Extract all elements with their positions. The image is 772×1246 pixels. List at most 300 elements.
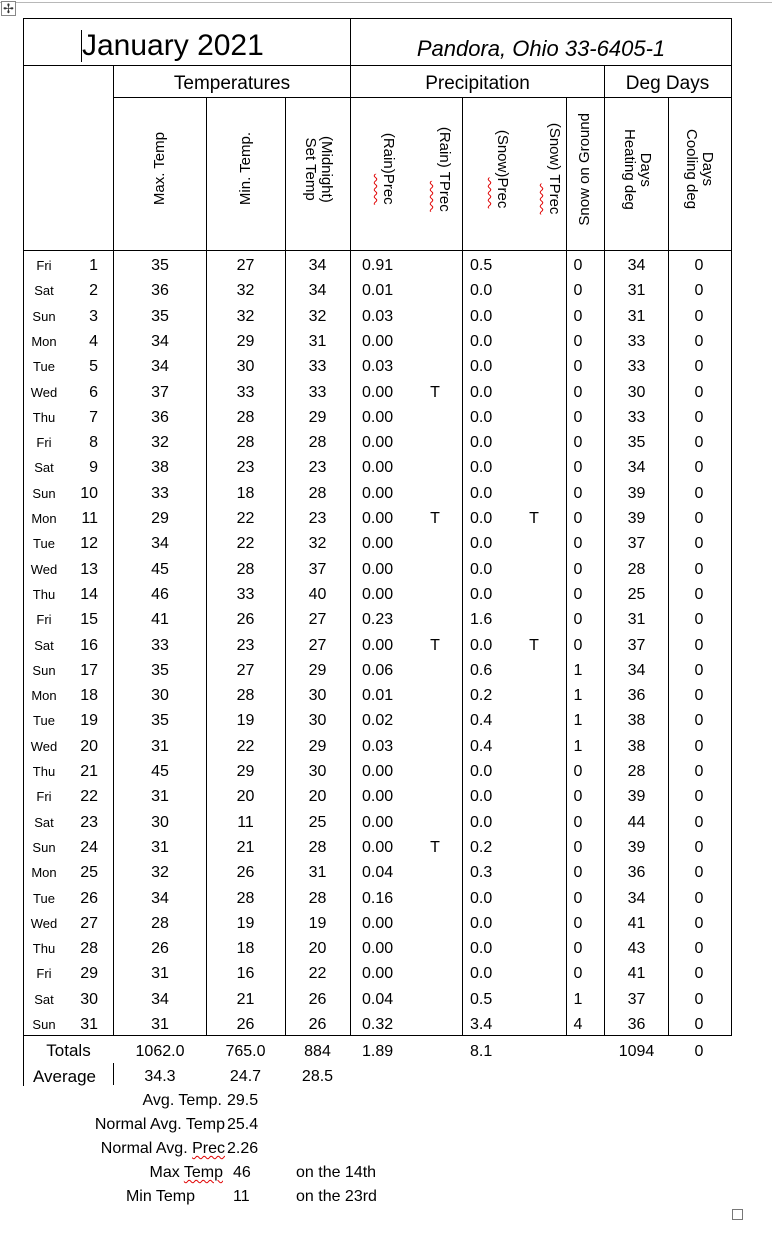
row-snow-on-ground: 0 bbox=[573, 434, 583, 452]
row-heating-deg-days: 41 bbox=[627, 965, 646, 983]
row-day: 18 bbox=[80, 687, 98, 705]
row-min-temp: 28 bbox=[236, 408, 255, 426]
row-cooling-deg-days: 0 bbox=[694, 687, 704, 705]
row-set-temp: 31 bbox=[308, 864, 327, 882]
row-prec-rain-t: T bbox=[430, 838, 440, 856]
row-min-temp: 32 bbox=[236, 307, 255, 325]
row-min-temp: 19 bbox=[236, 914, 255, 932]
row-min-temp: 30 bbox=[236, 358, 255, 376]
min-temp-value: 11 bbox=[233, 1188, 250, 1205]
row-set-temp: 40 bbox=[308, 585, 327, 603]
average-set: 28.5 bbox=[301, 1068, 334, 1085]
row-heating-deg-days: 34 bbox=[627, 889, 646, 907]
row-max-temp: 31 bbox=[151, 838, 169, 856]
row-heating-deg-days: 31 bbox=[627, 282, 646, 300]
row-weekday: Sun bbox=[32, 839, 56, 855]
normal-avg-prec-value: 2.26 bbox=[227, 1140, 259, 1157]
row-day: 17 bbox=[80, 661, 98, 679]
row-day: 21 bbox=[80, 763, 98, 780]
row-prec-snow: 0.6 bbox=[470, 661, 493, 679]
row-set-temp: 19 bbox=[308, 914, 327, 932]
row-snow-on-ground: 0 bbox=[573, 813, 583, 831]
row-min-temp: 11 bbox=[237, 813, 254, 831]
row-prec-rain: 0.01 bbox=[362, 282, 394, 300]
row-prec-rain: 0.00 bbox=[362, 763, 394, 780]
col-prec-snow-t: Prec(Snow) T bbox=[546, 123, 563, 215]
row-set-temp: 20 bbox=[308, 940, 327, 958]
row-min-temp: 33 bbox=[236, 585, 255, 603]
col-cooling-deg-days: Cooling deg Days bbox=[683, 128, 716, 210]
group-temperatures: Temperatures bbox=[173, 73, 291, 94]
row-weekday: Mon bbox=[31, 333, 57, 349]
row-weekday: Sat bbox=[34, 460, 54, 476]
row-prec-snow: 0.0 bbox=[470, 788, 493, 806]
row-min-temp: 21 bbox=[236, 990, 255, 1008]
avg-temp-value: 29.5 bbox=[227, 1092, 259, 1109]
row-min-temp: 20 bbox=[236, 788, 255, 806]
row-snow-on-ground: 0 bbox=[573, 788, 583, 806]
row-set-temp: 29 bbox=[308, 737, 327, 755]
row-weekday: Wed bbox=[30, 738, 58, 754]
row-day: 2 bbox=[89, 282, 98, 300]
row-set-temp: 28 bbox=[308, 889, 327, 907]
row-max-temp: 35 bbox=[151, 661, 169, 679]
row-weekday: Thu bbox=[32, 941, 56, 957]
row-day: 29 bbox=[80, 965, 98, 983]
row-day: 14 bbox=[80, 585, 98, 603]
row-set-temp: 32 bbox=[308, 307, 327, 325]
col-min-temp: Min. Temp. bbox=[236, 132, 254, 206]
row-set-temp: 28 bbox=[308, 484, 327, 502]
grid-line bbox=[731, 18, 732, 1036]
row-prec-rain: 0.04 bbox=[362, 864, 394, 882]
row-prec-snow: 3.4 bbox=[470, 1016, 493, 1033]
row-set-temp: 20 bbox=[308, 788, 327, 806]
row-set-temp: 26 bbox=[308, 990, 327, 1008]
row-prec-rain: 0.03 bbox=[362, 737, 394, 755]
average-max: 34.3 bbox=[144, 1068, 176, 1085]
totals-set: 884 bbox=[304, 1043, 331, 1060]
row-day: 25 bbox=[80, 864, 98, 882]
row-max-temp: 46 bbox=[151, 585, 169, 603]
row-heating-deg-days: 33 bbox=[627, 332, 646, 350]
row-min-temp: 33 bbox=[236, 383, 255, 401]
row-day: 11 bbox=[81, 510, 98, 527]
totals-rain: 1.89 bbox=[362, 1043, 394, 1060]
row-day: 15 bbox=[80, 611, 98, 629]
row-min-temp: 22 bbox=[236, 535, 255, 553]
average-min: 24.7 bbox=[229, 1068, 262, 1085]
average-label: Average bbox=[33, 1067, 97, 1086]
page-top-border bbox=[0, 2, 772, 3]
row-snow-on-ground: 0 bbox=[573, 484, 583, 502]
row-prec-snow: 0.4 bbox=[470, 712, 493, 730]
row-heating-deg-days: 34 bbox=[627, 257, 646, 274]
row-prec-rain: 0.32 bbox=[362, 1016, 394, 1033]
row-cooling-deg-days: 0 bbox=[694, 864, 704, 882]
row-max-temp: 36 bbox=[151, 282, 169, 300]
row-cooling-deg-days: 0 bbox=[694, 940, 704, 958]
row-weekday: Sat bbox=[34, 991, 54, 1007]
row-snow-on-ground: 0 bbox=[573, 889, 583, 907]
row-snow-on-ground: 0 bbox=[573, 282, 583, 300]
row-prec-snow: 0.0 bbox=[470, 535, 493, 553]
row-heating-deg-days: 33 bbox=[627, 408, 646, 426]
row-set-temp: 23 bbox=[308, 459, 327, 477]
totals-max: 1062.0 bbox=[135, 1043, 185, 1060]
row-heating-deg-days: 33 bbox=[627, 358, 646, 376]
row-snow-on-ground: 0 bbox=[573, 535, 583, 553]
row-weekday: Thu bbox=[32, 586, 56, 602]
row-max-temp: 30 bbox=[151, 813, 169, 831]
row-heating-deg-days: 28 bbox=[627, 560, 646, 578]
row-cooling-deg-days: 0 bbox=[694, 434, 704, 452]
row-heating-deg-days: 30 bbox=[627, 383, 646, 401]
row-max-temp: 34 bbox=[151, 332, 169, 350]
grid-line bbox=[462, 97, 463, 1036]
row-set-temp: 27 bbox=[308, 636, 327, 654]
row-cooling-deg-days: 0 bbox=[694, 737, 704, 755]
row-min-temp: 29 bbox=[236, 763, 255, 780]
row-prec-rain: 0.00 bbox=[362, 408, 394, 426]
row-snow-on-ground: 0 bbox=[573, 510, 583, 527]
row-snow-on-ground: 1 bbox=[573, 687, 583, 705]
row-set-temp: 26 bbox=[308, 1016, 327, 1033]
row-snow-on-ground: 0 bbox=[573, 459, 583, 477]
avg-temp-label: Avg. Temp. bbox=[142, 1092, 222, 1109]
normal-avg-prec-label: Normal Avg. Prec bbox=[100, 1140, 225, 1157]
row-set-temp: 25 bbox=[308, 813, 327, 831]
min-temp-date: on the 23rd bbox=[296, 1188, 377, 1205]
row-max-temp: 31 bbox=[151, 788, 169, 806]
row-prec-rain: 0.00 bbox=[362, 383, 394, 401]
row-prec-rain: 0.00 bbox=[362, 914, 394, 932]
row-prec-rain: 0.04 bbox=[362, 990, 394, 1008]
normal-avg-temp-label: Normal Avg. Temp bbox=[94, 1116, 225, 1133]
row-heating-deg-days: 34 bbox=[627, 661, 646, 679]
row-max-temp: 29 bbox=[151, 510, 169, 527]
row-set-temp: 30 bbox=[308, 712, 327, 730]
row-heating-deg-days: 43 bbox=[627, 940, 646, 958]
row-day: 12 bbox=[80, 535, 98, 553]
row-cooling-deg-days: 0 bbox=[694, 889, 704, 907]
row-weekday: Sat bbox=[34, 814, 54, 830]
row-prec-snow: 0.0 bbox=[470, 307, 493, 325]
row-weekday: Sun bbox=[32, 485, 56, 501]
row-snow-on-ground: 0 bbox=[573, 838, 583, 856]
row-snow-on-ground: 1 bbox=[573, 990, 583, 1008]
row-prec-snow: 0.3 bbox=[470, 864, 493, 882]
row-prec-rain: 0.00 bbox=[362, 535, 394, 553]
row-prec-snow: 0.0 bbox=[470, 383, 493, 401]
row-weekday: Tue bbox=[33, 359, 55, 375]
row-max-temp: 34 bbox=[151, 889, 169, 907]
row-day: 4 bbox=[89, 332, 98, 350]
row-cooling-deg-days: 0 bbox=[694, 560, 704, 578]
row-min-temp: 22 bbox=[236, 510, 255, 527]
row-min-temp: 27 bbox=[236, 661, 255, 679]
row-max-temp: 34 bbox=[151, 358, 169, 376]
row-heating-deg-days: 34 bbox=[627, 459, 646, 477]
row-heating-deg-days: 36 bbox=[627, 687, 646, 705]
row-prec-rain: 0.03 bbox=[362, 307, 394, 325]
row-heating-deg-days: 31 bbox=[627, 307, 646, 325]
row-day: 5 bbox=[89, 358, 98, 376]
row-min-temp: 16 bbox=[236, 965, 255, 983]
row-prec-rain: 0.00 bbox=[362, 965, 394, 983]
row-snow-on-ground: 0 bbox=[573, 560, 583, 578]
row-weekday: Thu bbox=[32, 409, 56, 425]
row-cooling-deg-days: 0 bbox=[694, 763, 704, 780]
row-weekday: Fri bbox=[36, 435, 52, 451]
row-set-temp: 37 bbox=[308, 560, 327, 578]
row-min-temp: 27 bbox=[236, 257, 255, 274]
col-prec-rain-t: Prec(Rain) T bbox=[435, 126, 453, 212]
row-cooling-deg-days: 0 bbox=[694, 358, 704, 376]
row-set-temp: 33 bbox=[308, 383, 327, 401]
row-min-temp: 28 bbox=[236, 889, 255, 907]
row-min-temp: 18 bbox=[236, 484, 255, 502]
row-heating-deg-days: 38 bbox=[627, 712, 646, 730]
table-move-handle-icon[interactable]: ✢ bbox=[1, 1, 16, 16]
row-prec-snow: 0.0 bbox=[470, 560, 493, 578]
row-snow-on-ground: 0 bbox=[573, 307, 583, 325]
col-prec-snow: Prec(Snow) bbox=[494, 129, 511, 209]
totals-heat: 1094 bbox=[618, 1043, 655, 1060]
row-max-temp: 31 bbox=[151, 965, 169, 983]
row-snow-on-ground: 4 bbox=[573, 1016, 583, 1033]
row-heating-deg-days: 39 bbox=[627, 510, 646, 527]
row-heating-deg-days: 36 bbox=[627, 864, 646, 882]
row-heating-deg-days: 37 bbox=[627, 535, 646, 553]
row-max-temp: 34 bbox=[151, 535, 169, 553]
row-weekday: Mon bbox=[31, 688, 57, 704]
row-prec-snow: 0.0 bbox=[470, 636, 493, 654]
row-day: 31 bbox=[80, 1016, 98, 1033]
row-weekday: Wed bbox=[30, 561, 58, 577]
row-prec-rain: 0.06 bbox=[362, 661, 394, 679]
row-prec-rain: 0.00 bbox=[362, 560, 394, 578]
row-min-temp: 28 bbox=[236, 687, 255, 705]
row-cooling-deg-days: 0 bbox=[694, 332, 704, 350]
row-max-temp: 35 bbox=[151, 307, 169, 325]
row-snow-on-ground: 0 bbox=[573, 763, 583, 780]
row-cooling-deg-days: 0 bbox=[694, 914, 704, 932]
row-weekday: Fri bbox=[36, 789, 52, 805]
row-set-temp: 22 bbox=[308, 965, 327, 983]
row-prec-rain: 0.00 bbox=[362, 434, 394, 452]
row-weekday: Fri bbox=[36, 612, 52, 628]
row-snow-on-ground: 1 bbox=[573, 661, 583, 679]
row-prec-snow: 0.0 bbox=[470, 358, 493, 376]
row-cooling-deg-days: 0 bbox=[694, 636, 704, 654]
row-cooling-deg-days: 0 bbox=[694, 535, 704, 553]
row-set-temp: 27 bbox=[308, 611, 327, 629]
row-max-temp: 45 bbox=[151, 763, 169, 780]
row-set-temp: 34 bbox=[308, 282, 327, 300]
row-prec-rain: 0.16 bbox=[362, 889, 394, 907]
row-prec-snow: 0.0 bbox=[470, 434, 493, 452]
row-heating-deg-days: 36 bbox=[627, 1016, 646, 1033]
row-heating-deg-days: 41 bbox=[627, 914, 646, 932]
row-prec-rain: 0.00 bbox=[362, 813, 394, 831]
row-prec-rain: 0.00 bbox=[362, 585, 394, 603]
row-max-temp: 35 bbox=[151, 712, 169, 730]
row-max-temp: 35 bbox=[151, 257, 169, 274]
row-prec-rain-t: T bbox=[430, 383, 440, 401]
row-min-temp: 23 bbox=[236, 459, 255, 477]
row-heating-deg-days: 37 bbox=[627, 636, 646, 654]
row-prec-rain: 0.00 bbox=[362, 332, 394, 350]
row-heating-deg-days: 35 bbox=[627, 434, 646, 452]
row-set-temp: 30 bbox=[308, 763, 327, 780]
table-resize-handle[interactable] bbox=[732, 1209, 743, 1220]
row-max-temp: 31 bbox=[151, 737, 169, 755]
row-snow-on-ground: 1 bbox=[573, 712, 583, 730]
row-day: 7 bbox=[89, 408, 98, 426]
totals-label: Totals bbox=[46, 1041, 91, 1060]
row-cooling-deg-days: 0 bbox=[694, 813, 704, 831]
row-cooling-deg-days: 0 bbox=[694, 965, 704, 983]
row-set-temp: 29 bbox=[308, 408, 327, 426]
row-max-temp: 33 bbox=[151, 484, 169, 502]
row-snow-on-ground: 0 bbox=[573, 965, 583, 983]
row-weekday: Tue bbox=[33, 536, 55, 552]
max-temp-date: on the 14th bbox=[296, 1164, 377, 1181]
row-prec-snow: 0.0 bbox=[470, 484, 493, 502]
grid-line bbox=[23, 1035, 731, 1036]
row-prec-rain: 0.01 bbox=[362, 687, 394, 705]
row-weekday: Tue bbox=[33, 890, 55, 906]
row-min-temp: 29 bbox=[236, 332, 255, 350]
row-prec-rain: 0.00 bbox=[362, 838, 394, 856]
row-heating-deg-days: 28 bbox=[627, 763, 646, 780]
totals-snow: 8.1 bbox=[470, 1043, 493, 1060]
row-prec-rain-t: T bbox=[430, 510, 440, 527]
row-max-temp: 26 bbox=[151, 940, 169, 958]
row-prec-snow: 0.0 bbox=[470, 408, 493, 426]
row-prec-snow: 0.0 bbox=[470, 940, 493, 958]
row-max-temp: 41 bbox=[151, 611, 169, 629]
row-day: 19 bbox=[80, 712, 98, 730]
row-prec-snow: 0.0 bbox=[470, 510, 493, 527]
row-min-temp: 23 bbox=[236, 636, 255, 654]
grid-line bbox=[23, 65, 731, 66]
min-temp-label: Min Temp bbox=[125, 1188, 195, 1205]
row-snow-on-ground: 0 bbox=[573, 358, 583, 376]
row-prec-snow-t: T bbox=[529, 510, 539, 527]
row-min-temp: 26 bbox=[236, 1016, 255, 1033]
row-set-temp: 34 bbox=[308, 257, 327, 274]
row-weekday: Mon bbox=[31, 865, 57, 881]
row-weekday: Thu bbox=[32, 764, 56, 779]
row-weekday: Tue bbox=[33, 713, 55, 729]
row-max-temp: 38 bbox=[151, 459, 169, 477]
row-cooling-deg-days: 0 bbox=[694, 585, 704, 603]
row-cooling-deg-days: 0 bbox=[694, 408, 704, 426]
row-heating-deg-days: 39 bbox=[627, 484, 646, 502]
row-day: 10 bbox=[80, 484, 98, 502]
row-max-temp: 36 bbox=[151, 408, 169, 426]
row-day: 8 bbox=[89, 434, 98, 452]
row-weekday: Wed bbox=[30, 384, 58, 400]
col-snow-on-ground: Snow on Ground bbox=[576, 112, 593, 226]
row-weekday: Wed bbox=[30, 915, 58, 931]
row-weekday: Mon bbox=[31, 511, 57, 526]
row-cooling-deg-days: 0 bbox=[694, 661, 704, 679]
row-max-temp: 28 bbox=[151, 914, 169, 932]
row-min-temp: 28 bbox=[236, 434, 255, 452]
row-snow-on-ground: 0 bbox=[573, 383, 583, 401]
row-weekday: Fri bbox=[36, 258, 52, 273]
row-prec-snow: 0.0 bbox=[470, 965, 493, 983]
grid-line bbox=[23, 18, 24, 1086]
row-snow-on-ground: 0 bbox=[573, 408, 583, 426]
row-cooling-deg-days: 0 bbox=[694, 510, 704, 527]
row-day: 6 bbox=[89, 383, 98, 401]
max-temp-label: Max Temp bbox=[149, 1164, 223, 1181]
row-snow-on-ground: 0 bbox=[573, 611, 583, 629]
row-snow-on-ground: 1 bbox=[573, 737, 583, 755]
row-prec-snow: 0.5 bbox=[470, 257, 493, 274]
row-weekday: Sun bbox=[32, 308, 56, 324]
row-snow-on-ground: 0 bbox=[573, 585, 583, 603]
row-prec-rain: 0.91 bbox=[362, 257, 394, 274]
row-prec-snow: 0.0 bbox=[470, 459, 493, 477]
row-prec-rain: 0.00 bbox=[362, 940, 394, 958]
row-day: 26 bbox=[80, 889, 98, 907]
row-weekday: Sun bbox=[32, 1017, 56, 1032]
row-day: 16 bbox=[80, 636, 98, 654]
row-max-temp: 33 bbox=[151, 636, 169, 654]
row-prec-snow: 0.5 bbox=[470, 990, 493, 1008]
row-day: 30 bbox=[80, 990, 98, 1008]
row-min-temp: 32 bbox=[236, 282, 255, 300]
row-min-temp: 28 bbox=[236, 560, 255, 578]
row-min-temp: 19 bbox=[236, 712, 255, 730]
row-snow-on-ground: 0 bbox=[573, 636, 583, 654]
row-snow-on-ground: 0 bbox=[573, 257, 583, 274]
row-cooling-deg-days: 0 bbox=[694, 282, 704, 300]
totals-cool: 0 bbox=[694, 1043, 704, 1060]
row-cooling-deg-days: 0 bbox=[694, 611, 704, 629]
row-min-temp: 22 bbox=[236, 737, 255, 755]
row-max-temp: 45 bbox=[151, 560, 169, 578]
row-prec-snow: 0.2 bbox=[470, 838, 493, 856]
row-prec-snow: 0.0 bbox=[470, 282, 493, 300]
row-snow-on-ground: 0 bbox=[573, 864, 583, 882]
col-set-temp: Set Temp (Midnight) bbox=[301, 135, 335, 203]
row-weekday: Fri bbox=[36, 966, 52, 982]
row-weekday: Sat bbox=[34, 283, 54, 299]
row-day: 23 bbox=[80, 813, 98, 831]
row-prec-snow: 0.0 bbox=[470, 763, 493, 780]
row-max-temp: 32 bbox=[151, 434, 169, 452]
group-deg-days: Deg Days bbox=[625, 73, 710, 94]
row-cooling-deg-days: 0 bbox=[694, 1016, 704, 1033]
page-title: January 2021 bbox=[82, 29, 264, 62]
row-prec-rain: 0.00 bbox=[362, 459, 394, 477]
row-prec-rain: 0.00 bbox=[362, 636, 394, 654]
row-weekday: Sun bbox=[32, 662, 56, 678]
row-snow-on-ground: 0 bbox=[573, 940, 583, 958]
row-day: 24 bbox=[80, 838, 98, 856]
row-set-temp: 29 bbox=[308, 661, 327, 679]
row-day: 22 bbox=[80, 788, 98, 806]
row-prec-rain-t: T bbox=[430, 636, 440, 654]
row-prec-rain: 0.00 bbox=[362, 510, 394, 527]
row-set-temp: 30 bbox=[308, 687, 327, 705]
